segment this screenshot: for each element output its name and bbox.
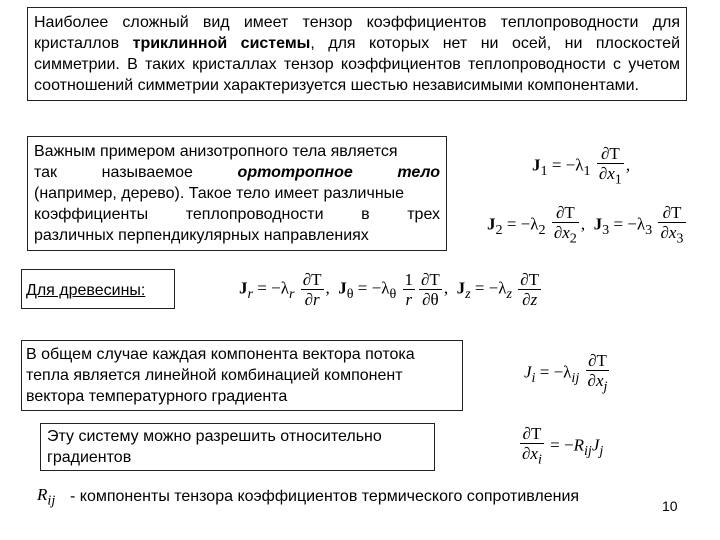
formula-j1: $J_1 = -\lambda_1$ $\frac{\partial T}{\partial x_1}$ , xyxy=(532,144,631,188)
orthotropic-term: ортотропное xyxy=(237,164,353,181)
wood-label: Для древесины: xyxy=(26,282,146,299)
resistance-symbol: $R_{ij}$ xyxy=(37,485,56,509)
formula-ji: $J_i = -\lambda_{ij}$ $\frac{\partial T}{\partial x_j}$ xyxy=(524,351,608,395)
wood-label-box xyxy=(21,269,175,309)
resolve-paragraph: Эту систему можно разрешить относительно градиентов xyxy=(40,423,435,471)
orthotropic-paragraph xyxy=(27,136,447,251)
orthotropic-line-2: так называемое ортотропное тело xyxy=(34,164,440,181)
intro-text-end: , для которых нет ни осей, ни плоскостей симметрии. В таких кристаллах тензор коэффициентов теплопроводности с учетом соотношений симметрии характеризуется шестью независимыми компонентами. xyxy=(34,35,681,94)
triclinic-system-term: триклинной системы xyxy=(132,35,311,52)
orthotropic-line-5: различных перпендикулярных направлениях xyxy=(34,227,369,244)
formula-j2-j3: $J_2 = -\lambda_2$ $\frac{\partial T}{\partial x_2}$ , $J_3 = -\lambda_3$ $\frac{\partial T}{\partial x_3}$ xyxy=(487,203,684,247)
formula-gradient: $\frac{\partial T}{\partial x_i}$ = $-R_{ij}J_j$ xyxy=(522,424,604,468)
page-number: 10 xyxy=(662,498,678,514)
intro-paragraph xyxy=(27,7,687,101)
orthotropic-line-3: (например, дерево). Такое тело имеет различные xyxy=(34,185,405,202)
general-case-paragraph: В общем случае каждая компонента вектора потока тепла является линейной комбинацией компонент вектора температурного градиента xyxy=(21,340,463,411)
intro-text-start: Наиболее сложный вид имеет тензор коэффициентов теплопроводности для кристаллов xyxy=(34,14,680,52)
orthotropic-line-1: Важным примером анизотропного тела является xyxy=(34,143,398,160)
body-term: тело xyxy=(397,164,440,181)
formula-wood: $J_r = -\lambda_r$ $\frac{\partial T}{\partial r}$ , $J_\theta = -\lambda_\theta$ $\frac{1}{r}$ $\frac{\partial T}{\partial\theta}$ , $J_z = -\lambda_z$ $\frac{\partial T}{\partial z}$ xyxy=(239,270,540,309)
orthotropic-line-4: коэффициенты теплопроводности в трех xyxy=(34,206,440,223)
resistance-description: - компоненты тензора коэффициентов термического сопротивления xyxy=(70,488,580,505)
